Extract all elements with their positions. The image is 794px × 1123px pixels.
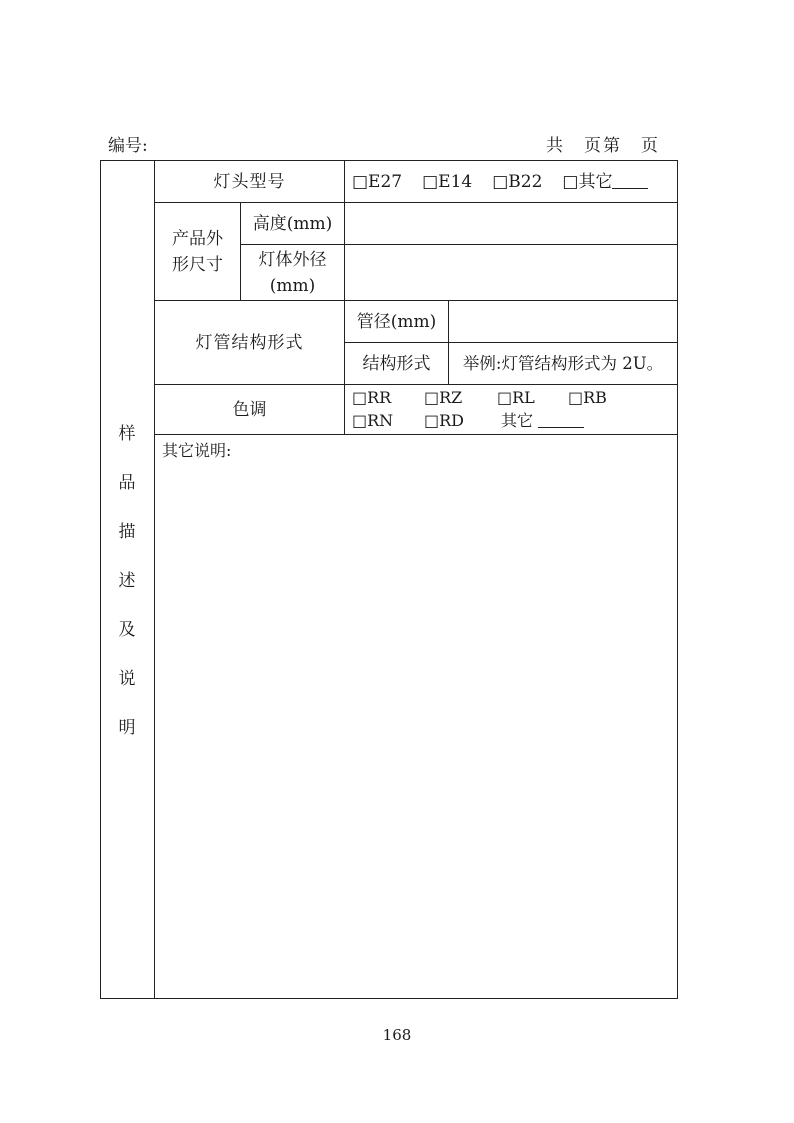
tube-diameter-label: 管径(mm) — [356, 311, 437, 332]
color-rd-checkbox[interactable]: □RD — [424, 411, 464, 430]
other-notes-label: 其它说明: — [162, 441, 232, 460]
page-number: 168 — [382, 1026, 412, 1044]
table-row-divider — [154, 434, 678, 435]
color-rr-checkbox[interactable]: □RR — [352, 388, 392, 407]
sidebar-char: 说 — [118, 669, 136, 689]
option-other-blank[interactable] — [612, 174, 648, 189]
table-border-right — [677, 160, 678, 999]
color-tone-label: 色调 — [232, 399, 267, 420]
product-dimensions-line2: 形尺寸 — [172, 254, 223, 275]
sidebar-char: 描 — [118, 522, 136, 542]
color-rl-checkbox[interactable]: □RL — [497, 388, 535, 407]
sidebar-char: 及 — [118, 620, 136, 640]
height-label: 高度(mm) — [252, 213, 333, 234]
option-b22-checkbox[interactable]: □B22 — [492, 171, 543, 192]
outer-diameter-label — [241, 245, 344, 300]
color-tone-row1 — [352, 386, 672, 409]
color-tone-row2 — [352, 409, 672, 432]
sidebar-char: 明 — [118, 718, 136, 738]
other-notes-area[interactable] — [155, 462, 677, 997]
color-tone-options — [352, 386, 672, 433]
lamp-head-type-label: 灯头型号 — [213, 171, 286, 192]
product-dimensions-label — [155, 203, 240, 300]
tube-structure-label: 灯管结构形式 — [195, 332, 304, 353]
table-border-bottom — [100, 998, 678, 999]
sidebar-char: 样 — [118, 424, 136, 444]
option-other-checkbox[interactable]: □其它 — [562, 171, 613, 192]
sidebar-char: 品 — [118, 473, 136, 493]
sidebar-char: 述 — [118, 571, 136, 591]
page-count-info: 共 页第 页 — [546, 136, 660, 156]
color-rz-checkbox[interactable]: □RZ — [424, 388, 463, 407]
serial-number-label: 编号: — [108, 136, 148, 156]
sidebar-vertical-label — [100, 422, 154, 765]
color-other-blank[interactable] — [538, 413, 584, 428]
product-dimensions-line1: 产品外 — [172, 228, 223, 249]
outer-diameter-value-field[interactable] — [345, 245, 677, 300]
color-other-label[interactable]: 其它 — [501, 411, 534, 430]
color-rb-checkbox[interactable]: □RB — [568, 388, 607, 407]
option-e14-checkbox[interactable]: □E14 — [422, 171, 473, 192]
structure-form-label: 结构形式 — [362, 353, 431, 374]
height-value-field[interactable] — [345, 203, 677, 244]
outer-diameter-line1: 灯体外径 — [258, 249, 327, 270]
structure-form-example: 举例:灯管结构形式为 2U。 — [462, 353, 664, 373]
option-e27-checkbox[interactable]: □E27 — [352, 171, 403, 192]
lamp-head-options — [352, 161, 672, 202]
tube-diameter-value-field[interactable] — [449, 301, 677, 342]
color-rn-checkbox[interactable]: □RN — [352, 411, 394, 430]
outer-diameter-line2: (mm) — [269, 275, 316, 296]
